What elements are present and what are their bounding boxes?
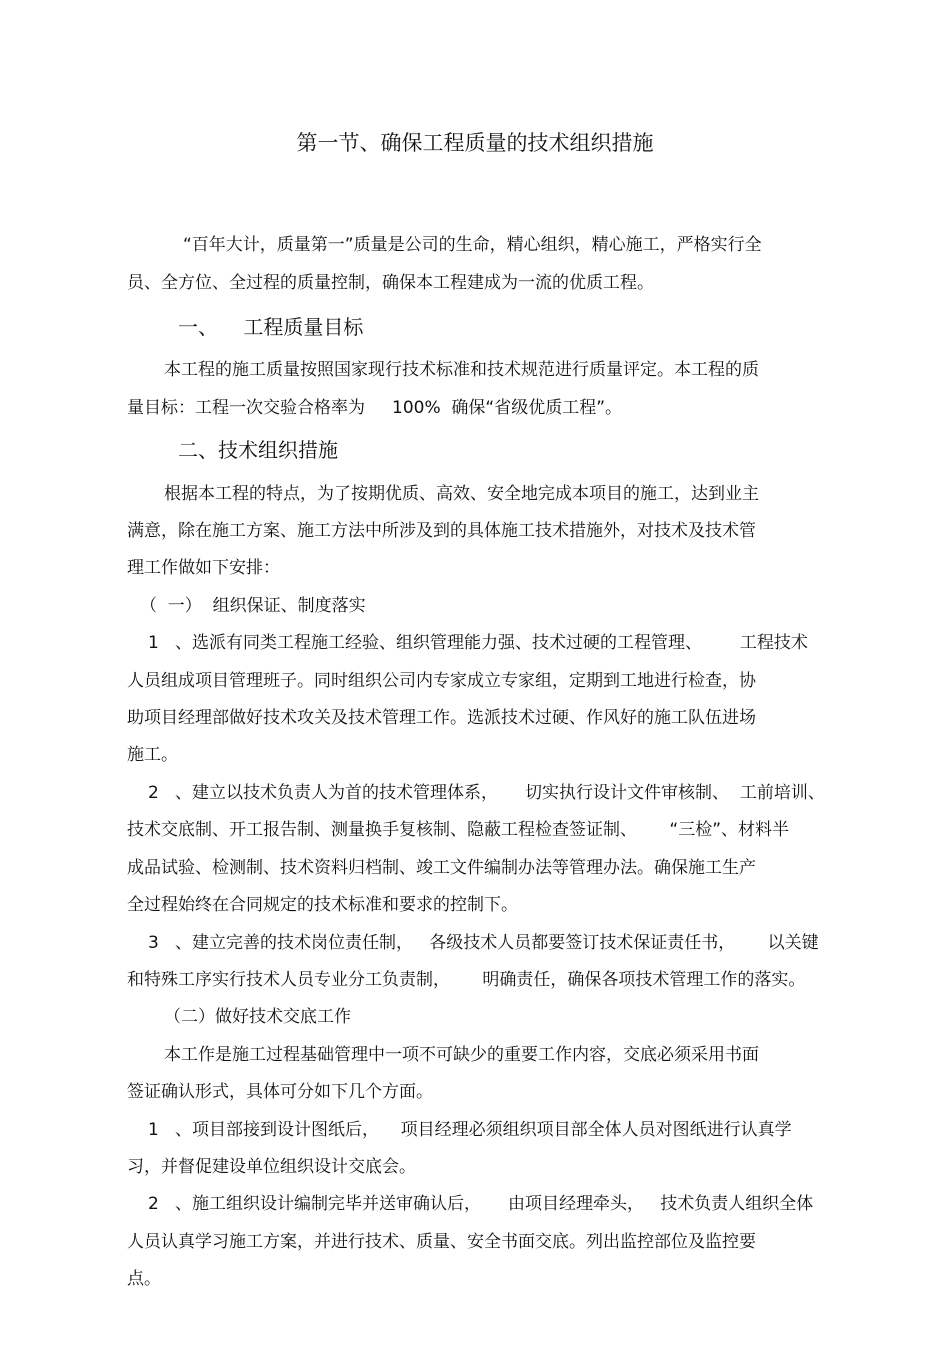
subsection-heading: （ 一） 组织保证、制度落实	[140, 596, 366, 616]
text-line: “百年大计，质量第一”质量是公司的生命，精心组织，精心施工，严格实行全	[183, 235, 762, 255]
text-line: 人员认真学习施工方案，并进行技术、质量、安全书面交底。列出监控部位及监控要	[127, 1232, 756, 1252]
text-line: 1 、项目部接到设计图纸后， 项目经理必须组织项目部全体人员对图纸进行认真学	[148, 1120, 792, 1140]
text-line: 施工。	[127, 745, 178, 765]
text-line: 2 、建立以技术负责人为首的技术管理体系， 切实执行设计文件审核制、 工前培训、	[148, 783, 825, 803]
section-heading: 一、 工程质量目标	[178, 315, 364, 339]
section-heading: 二、技术组织措施	[178, 438, 338, 462]
text-line: 助项目经理部做好技术攻关及技术管理工作。选派技术过硬、作风好的施工队伍进场	[127, 708, 756, 728]
text-line: 点。	[127, 1269, 161, 1289]
text-line: 3 、建立完善的技术岗位责任制， 各级技术人员都要签订技术保证责任书， 以关键	[148, 933, 819, 953]
text-line: 2 、施工组织设计编制完毕并送审确认后， 由项目经理牵头， 技术负责人组织全体	[148, 1194, 814, 1214]
text-line: 习，并督促建设单位组织设计交底会。	[127, 1157, 416, 1177]
text-line: 员、全方位、全过程的质量控制，确保本工程建成为一流的优质工程。	[127, 273, 654, 293]
text-line: 本工作是施工过程基础管理中一项不可缺少的重要工作内容，交底必须采用书面	[164, 1045, 759, 1065]
text-line: 量目标：工程一次交验合格率为 100% 确保“省级优质工程”。	[127, 398, 623, 418]
subsection-heading: （二）做好技术交底工作	[164, 1007, 351, 1027]
page-title: 第一节、确保工程质量的技术组织措施	[296, 131, 654, 155]
text-line: 根据本工程的特点，为了按期优质、高效、安全地完成本项目的施工，达到业主	[164, 484, 759, 504]
text-line: 人员组成项目管理班子。同时组织公司内专家成立专家组，定期到工地进行检查，协	[127, 671, 756, 691]
text-line: 技术交底制、开工报告制、测量换手复核制、隐蔽工程检查签证制、 “三检”、材料半	[127, 820, 790, 840]
text-line: 1 、选派有同类工程施工经验、组织管理能力强、技术过硬的工程管理、 工程技术	[148, 633, 808, 653]
text-line: 全过程始终在合同规定的技术标准和要求的控制下。	[127, 895, 518, 915]
text-line: 成品试验、检测制、技术资料归档制、竣工文件编制办法等管理办法。确保施工生产	[127, 858, 756, 878]
text-line: 本工程的施工质量按照国家现行技术标准和技术规范进行质量评定。本工程的质	[164, 360, 759, 380]
text-line: 和特殊工序实行技术人员专业分工负责制， 明确责任，确保各项技术管理工作的落实。	[127, 970, 806, 990]
text-line: 签证确认形式，具体可分如下几个方面。	[127, 1082, 433, 1102]
text-line: 理工作做如下安排：	[127, 558, 280, 578]
text-line: 满意，除在施工方案、施工方法中所涉及到的具体施工技术措施外，对技术及技术管	[127, 521, 756, 541]
